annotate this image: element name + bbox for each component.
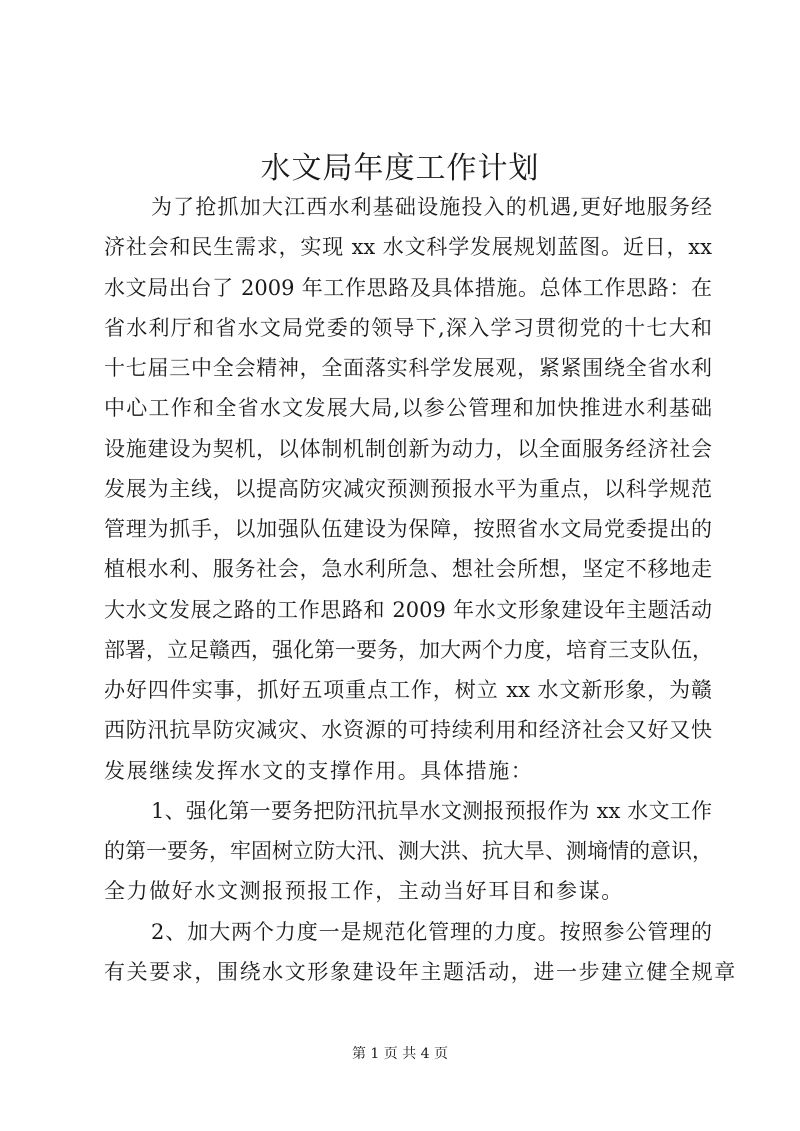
- document-title: 水文局年度工作计划: [260, 151, 540, 186]
- paragraph-line: 十七届三中全会精神，全面落实科学发展观，紧紧围绕全省水利: [104, 356, 712, 380]
- paragraph-line: 省水利厅和省水文局党委的领导下,深入学习贯彻党的十七大和: [104, 315, 712, 340]
- paragraph-line: 有关要求，围绕水文形象建设年主题活动，进一步建立健全规章: [104, 959, 737, 984]
- page-footer: 第 1 页 共 4 页: [351, 1046, 449, 1062]
- paragraph-line: 为了抢抓加大江西水利基础设施投入的机遇,更好地服务经: [151, 195, 712, 219]
- paragraph-line: 设施建设为契机，以体制机制创新为动力，以全面服务经济社会: [104, 436, 712, 461]
- paragraph-line: 西防汛抗旱防灾减灾、水资源的可持续利用和经济社会又好又快: [104, 718, 712, 743]
- document-body: [104, 187, 737, 992]
- paragraph-line: 办好四件实事，抓好五项重点工作，树立 xx 水文新形象，为赣: [104, 678, 712, 702]
- paragraph-line: 管理为抓手，以加强队伍建设为保障，按照省水文局党委提出的: [104, 517, 712, 541]
- paragraph-line: 水文局出台了 2009 年工作思路及具体措施。总体工作思路：在: [104, 275, 712, 300]
- paragraph-line: 中心工作和全省水文发展大局,以参公管理和加快推进水利基础: [104, 396, 712, 421]
- paragraph-line: 发展继续发挥水文的支撑作用。具体措施：: [104, 758, 534, 783]
- paragraph-line: 全力做好水文测报预报工作，主动当好耳目和参谋。: [104, 879, 624, 904]
- paragraph-line: 发展为主线，以提高防灾减灾预测预报水平为重点，以科学规范: [104, 476, 712, 501]
- paragraph-line: 部署，立足赣西，强化第一要务，加大两个力度，培育三支队伍，: [104, 637, 713, 662]
- paragraph-line: 植根水利、服务社会，急水利所急、想社会所想，坚定不移地走: [104, 557, 712, 582]
- paragraph-line: 1、强化第一要务把防汛抗旱水文测报预报作为 xx 水文工作: [151, 798, 712, 823]
- paragraph-line: 的第一要务，牢固树立防大汛、测大洪、抗大旱、测墒情的意识，: [104, 839, 713, 863]
- paragraph-line: 济社会和民生需求，实现 xx 水文科学发展规划蓝图。近日，xx: [104, 235, 712, 260]
- paragraph-line: 2、加大两个力度一是规范化管理的力度。按照参公管理的: [151, 919, 712, 944]
- paragraph-line: 大水文发展之路的工作思路和 2009 年水文形象建设年主题活动: [104, 597, 712, 622]
